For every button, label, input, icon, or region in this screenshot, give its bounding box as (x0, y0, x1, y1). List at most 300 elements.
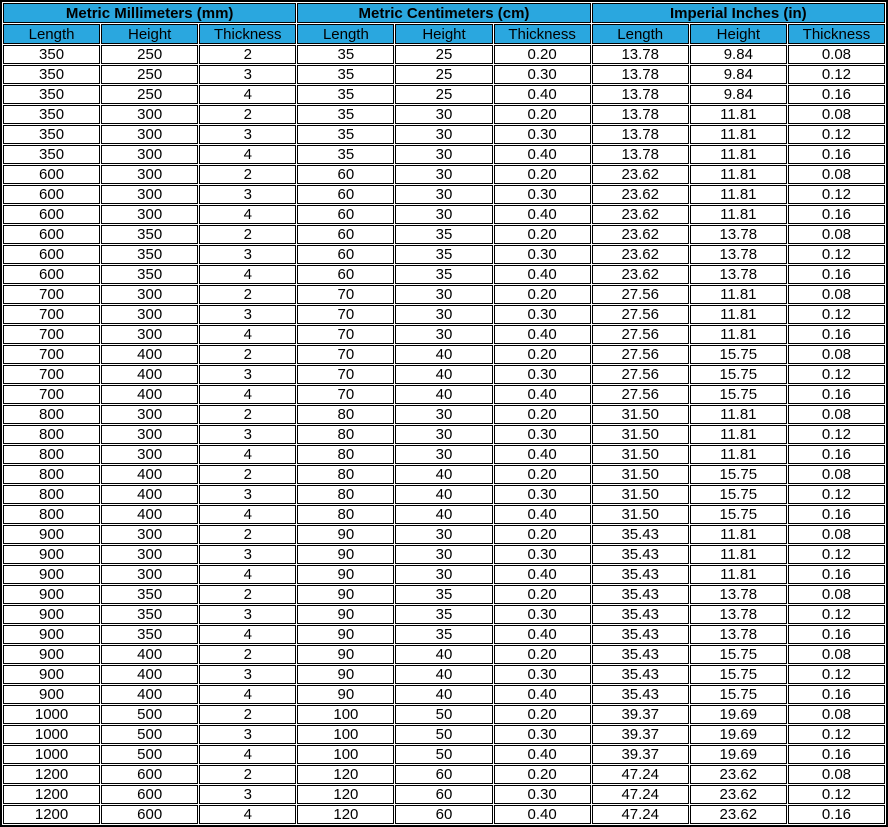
cell: 27.56 (592, 325, 689, 344)
cell: 3 (199, 65, 296, 84)
table-row (3, 365, 885, 384)
cell: 1200 (3, 785, 100, 804)
cell: 31.50 (592, 465, 689, 484)
cell: 2 (199, 765, 296, 784)
cell: 400 (101, 365, 198, 384)
cell: 300 (101, 125, 198, 144)
cell: 35 (297, 45, 394, 64)
cell: 900 (3, 645, 100, 664)
cell: 3 (199, 545, 296, 564)
cell: 3 (199, 365, 296, 384)
cell: 1200 (3, 765, 100, 784)
cell: 0.16 (788, 745, 885, 764)
cell: 11.81 (690, 405, 787, 424)
table-row (3, 685, 885, 704)
cell: 0.12 (788, 245, 885, 264)
cell: 3 (199, 305, 296, 324)
cell: 300 (101, 405, 198, 424)
cell: 35 (395, 625, 492, 644)
cell: 600 (3, 245, 100, 264)
section-title-row (3, 3, 885, 23)
cell: 35 (395, 245, 492, 264)
table-row (3, 105, 885, 124)
cell: 27.56 (592, 305, 689, 324)
cell: 800 (3, 445, 100, 464)
cell: 2 (199, 105, 296, 124)
cell: 0.30 (494, 425, 591, 444)
cell: 31.50 (592, 425, 689, 444)
cell: 0.40 (494, 805, 591, 824)
cell: 2 (199, 285, 296, 304)
cell: 0.08 (788, 585, 885, 604)
cell: 35.43 (592, 665, 689, 684)
cell: 800 (3, 485, 100, 504)
cell: 9.84 (690, 65, 787, 84)
cell: 13.78 (690, 585, 787, 604)
cell: 2 (199, 705, 296, 724)
table-row (3, 265, 885, 284)
cell: 60 (297, 165, 394, 184)
table-row (3, 545, 885, 564)
table-row (3, 565, 885, 584)
cell: 400 (101, 645, 198, 664)
cell: 300 (101, 545, 198, 564)
cell: 4 (199, 385, 296, 404)
cell: 15.75 (690, 385, 787, 404)
cell: 3 (199, 185, 296, 204)
cell: 15.75 (690, 465, 787, 484)
cell: 600 (101, 785, 198, 804)
cell: 11.81 (690, 285, 787, 304)
cell: 0.30 (494, 785, 591, 804)
column-header-in-thickness: Thickness (788, 24, 885, 44)
cell: 70 (297, 285, 394, 304)
cell: 2 (199, 165, 296, 184)
table-row (3, 145, 885, 164)
cell: 31.50 (592, 505, 689, 524)
cell: 0.08 (788, 105, 885, 124)
cell: 0.30 (494, 245, 591, 264)
cell: 0.16 (788, 205, 885, 224)
cell: 300 (101, 325, 198, 344)
column-header-in-height: Height (690, 24, 787, 44)
cell: 23.62 (592, 225, 689, 244)
column-header-row (3, 24, 885, 44)
cell: 350 (3, 125, 100, 144)
cell: 35.43 (592, 525, 689, 544)
cell: 35 (395, 585, 492, 604)
cell: 23.62 (592, 205, 689, 224)
cell: 70 (297, 325, 394, 344)
cell: 15.75 (690, 645, 787, 664)
cell: 800 (3, 465, 100, 484)
cell: 300 (101, 145, 198, 164)
cell: 0.08 (788, 345, 885, 364)
cell: 600 (3, 185, 100, 204)
cell: 35 (297, 105, 394, 124)
table-row (3, 85, 885, 104)
cell: 350 (101, 265, 198, 284)
cell: 0.30 (494, 725, 591, 744)
cell: 0.20 (494, 165, 591, 184)
cell: 2 (199, 405, 296, 424)
cell: 90 (297, 625, 394, 644)
cell: 800 (3, 505, 100, 524)
cell: 350 (3, 45, 100, 64)
cell: 0.12 (788, 725, 885, 744)
cell: 11.81 (690, 185, 787, 204)
cell: 400 (101, 665, 198, 684)
cell: 3 (199, 125, 296, 144)
table-row (3, 205, 885, 224)
cell: 40 (395, 665, 492, 684)
cell: 60 (297, 225, 394, 244)
cell: 47.24 (592, 805, 689, 824)
cell: 15.75 (690, 685, 787, 704)
cell: 19.69 (690, 745, 787, 764)
cell: 2 (199, 465, 296, 484)
cell: 3 (199, 425, 296, 444)
cell: 0.12 (788, 65, 885, 84)
cell: 11.81 (690, 105, 787, 124)
cell: 350 (101, 585, 198, 604)
cell: 23.62 (690, 805, 787, 824)
cell: 0.12 (788, 125, 885, 144)
cell: 40 (395, 365, 492, 384)
cell: 2 (199, 585, 296, 604)
cell: 500 (101, 725, 198, 744)
table-row (3, 185, 885, 204)
cell: 0.16 (788, 85, 885, 104)
cell: 0.20 (494, 765, 591, 784)
cell: 250 (101, 65, 198, 84)
cell: 0.20 (494, 585, 591, 604)
cell: 0.40 (494, 745, 591, 764)
column-header-cm-height: Height (395, 24, 492, 44)
cell: 40 (395, 385, 492, 404)
cell: 1000 (3, 705, 100, 724)
cell: 90 (297, 665, 394, 684)
cell: 350 (101, 605, 198, 624)
cell: 23.62 (592, 165, 689, 184)
cell: 350 (101, 225, 198, 244)
cell: 0.20 (494, 705, 591, 724)
cell: 1200 (3, 805, 100, 824)
cell: 2 (199, 345, 296, 364)
cell: 900 (3, 525, 100, 544)
cell: 60 (395, 785, 492, 804)
table-row (3, 325, 885, 344)
cell: 60 (297, 265, 394, 284)
cell: 250 (101, 45, 198, 64)
cell: 300 (101, 305, 198, 324)
cell: 30 (395, 445, 492, 464)
cell: 35.43 (592, 565, 689, 584)
cell: 0.16 (788, 325, 885, 344)
column-header-in-length: Length (592, 24, 689, 44)
cell: 0.20 (494, 405, 591, 424)
cell: 70 (297, 305, 394, 324)
cell: 13.78 (592, 85, 689, 104)
cell: 15.75 (690, 345, 787, 364)
cell: 13.78 (592, 125, 689, 144)
cell: 15.75 (690, 485, 787, 504)
cell: 11.81 (690, 545, 787, 564)
cell: 700 (3, 305, 100, 324)
cell: 2 (199, 45, 296, 64)
table-row (3, 65, 885, 84)
table-row (3, 665, 885, 684)
cell: 90 (297, 645, 394, 664)
cell: 19.69 (690, 725, 787, 744)
table-row (3, 285, 885, 304)
cell: 0.12 (788, 605, 885, 624)
cell: 4 (199, 685, 296, 704)
table-row (3, 485, 885, 504)
cell: 0.08 (788, 225, 885, 244)
cell: 350 (3, 65, 100, 84)
cell: 300 (101, 205, 198, 224)
cell: 4 (199, 145, 296, 164)
cell: 2 (199, 225, 296, 244)
cell: 4 (199, 85, 296, 104)
cell: 30 (395, 165, 492, 184)
cell: 30 (395, 205, 492, 224)
table-row (3, 605, 885, 624)
cell: 700 (3, 385, 100, 404)
table-row (3, 505, 885, 524)
cell: 600 (101, 805, 198, 824)
cell: 70 (297, 385, 394, 404)
column-header-mm-length: Length (3, 24, 100, 44)
cell: 0.12 (788, 305, 885, 324)
cell: 27.56 (592, 285, 689, 304)
cell: 4 (199, 565, 296, 584)
cell: 500 (101, 745, 198, 764)
cell: 0.40 (494, 205, 591, 224)
cell: 30 (395, 325, 492, 344)
cell: 0.16 (788, 565, 885, 584)
cell: 350 (101, 625, 198, 644)
cell: 700 (3, 325, 100, 344)
table-row (3, 305, 885, 324)
cell: 500 (101, 705, 198, 724)
cell: 0.40 (494, 625, 591, 644)
cell: 23.62 (592, 245, 689, 264)
cell: 70 (297, 345, 394, 364)
cell: 3 (199, 605, 296, 624)
cell: 0.40 (494, 565, 591, 584)
cell: 11.81 (690, 445, 787, 464)
cell: 300 (101, 425, 198, 444)
table-row (3, 645, 885, 664)
cell: 11.81 (690, 165, 787, 184)
cell: 0.12 (788, 665, 885, 684)
table-row (3, 465, 885, 484)
cell: 350 (3, 145, 100, 164)
cell: 0.40 (494, 85, 591, 104)
cell: 300 (101, 565, 198, 584)
column-header-mm-height: Height (101, 24, 198, 44)
table-row (3, 345, 885, 364)
cell: 100 (297, 725, 394, 744)
table-row (3, 585, 885, 604)
cell: 2 (199, 525, 296, 544)
cell: 35 (297, 85, 394, 104)
cell: 13.78 (592, 65, 689, 84)
cell: 0.30 (494, 545, 591, 564)
cell: 60 (297, 245, 394, 264)
cell: 30 (395, 125, 492, 144)
cell: 30 (395, 185, 492, 204)
cell: 25 (395, 45, 492, 64)
cell: 35.43 (592, 625, 689, 644)
cell: 60 (297, 205, 394, 224)
cell: 900 (3, 545, 100, 564)
cell: 100 (297, 745, 394, 764)
cell: 0.08 (788, 525, 885, 544)
cell: 0.08 (788, 465, 885, 484)
cell: 47.24 (592, 765, 689, 784)
cell: 35 (297, 125, 394, 144)
cell: 50 (395, 745, 492, 764)
cell: 0.20 (494, 525, 591, 544)
cell: 35.43 (592, 585, 689, 604)
cell: 4 (199, 505, 296, 524)
cell: 800 (3, 425, 100, 444)
cell: 39.37 (592, 705, 689, 724)
cell: 900 (3, 625, 100, 644)
cell: 0.16 (788, 625, 885, 644)
cell: 0.16 (788, 685, 885, 704)
cell: 0.30 (494, 305, 591, 324)
cell: 35.43 (592, 685, 689, 704)
cell: 70 (297, 365, 394, 384)
cell: 35 (297, 65, 394, 84)
cell: 30 (395, 565, 492, 584)
cell: 0.12 (788, 485, 885, 504)
cell: 40 (395, 465, 492, 484)
cell: 40 (395, 645, 492, 664)
cell: 300 (101, 525, 198, 544)
cell: 1000 (3, 725, 100, 744)
table-row (3, 625, 885, 644)
table-row (3, 245, 885, 264)
cell: 11.81 (690, 565, 787, 584)
cell: 30 (395, 105, 492, 124)
cell: 11.81 (690, 125, 787, 144)
cell: 11.81 (690, 305, 787, 324)
table-row (3, 725, 885, 744)
cell: 13.78 (690, 245, 787, 264)
cell: 0.12 (788, 545, 885, 564)
cell: 900 (3, 605, 100, 624)
cell: 3 (199, 785, 296, 804)
cell: 13.78 (690, 625, 787, 644)
cell: 600 (101, 765, 198, 784)
cell: 35.43 (592, 645, 689, 664)
table-row (3, 405, 885, 424)
cell: 80 (297, 505, 394, 524)
table-row (3, 805, 885, 824)
column-header-cm-thickness: Thickness (494, 24, 591, 44)
cell: 27.56 (592, 345, 689, 364)
cell: 700 (3, 285, 100, 304)
cell: 35 (395, 265, 492, 284)
cell: 4 (199, 625, 296, 644)
cell: 250 (101, 85, 198, 104)
cell: 11.81 (690, 325, 787, 344)
cell: 80 (297, 405, 394, 424)
cell: 80 (297, 465, 394, 484)
cell: 0.16 (788, 265, 885, 284)
cell: 0.08 (788, 645, 885, 664)
cell: 0.20 (494, 45, 591, 64)
cell: 90 (297, 565, 394, 584)
cell: 0.08 (788, 405, 885, 424)
table-row (3, 785, 885, 804)
cell: 120 (297, 805, 394, 824)
section-title-metric-cm: Metric Centimeters (cm) (297, 3, 590, 23)
cell: 15.75 (690, 365, 787, 384)
cell: 400 (101, 505, 198, 524)
cell: 11.81 (690, 145, 787, 164)
cell: 60 (395, 765, 492, 784)
cell: 600 (3, 205, 100, 224)
cell: 31.50 (592, 445, 689, 464)
cell: 0.30 (494, 605, 591, 624)
cell: 30 (395, 285, 492, 304)
cell: 15.75 (690, 665, 787, 684)
cell: 0.30 (494, 485, 591, 504)
cell: 1000 (3, 745, 100, 764)
cell: 39.37 (592, 725, 689, 744)
cell: 39.37 (592, 745, 689, 764)
cell: 27.56 (592, 385, 689, 404)
cell: 35 (395, 225, 492, 244)
cell: 60 (395, 805, 492, 824)
cell: 0.40 (494, 685, 591, 704)
cell: 100 (297, 705, 394, 724)
cell: 40 (395, 485, 492, 504)
cell: 30 (395, 305, 492, 324)
cell: 900 (3, 685, 100, 704)
table-row (3, 225, 885, 244)
table-row (3, 45, 885, 64)
cell: 15.75 (690, 505, 787, 524)
cell: 0.30 (494, 665, 591, 684)
cell: 30 (395, 545, 492, 564)
cell: 35 (395, 605, 492, 624)
cell: 0.08 (788, 45, 885, 64)
cell: 0.08 (788, 705, 885, 724)
cell: 11.81 (690, 425, 787, 444)
cell: 0.20 (494, 345, 591, 364)
cell: 0.40 (494, 445, 591, 464)
cell: 0.40 (494, 505, 591, 524)
cell: 4 (199, 325, 296, 344)
table-header (3, 3, 885, 44)
table-row (3, 705, 885, 724)
cell: 0.16 (788, 505, 885, 524)
cell: 350 (3, 105, 100, 124)
cell: 800 (3, 405, 100, 424)
cell: 4 (199, 745, 296, 764)
cell: 900 (3, 665, 100, 684)
cell: 13.78 (690, 605, 787, 624)
cell: 300 (101, 285, 198, 304)
cell: 0.16 (788, 145, 885, 164)
